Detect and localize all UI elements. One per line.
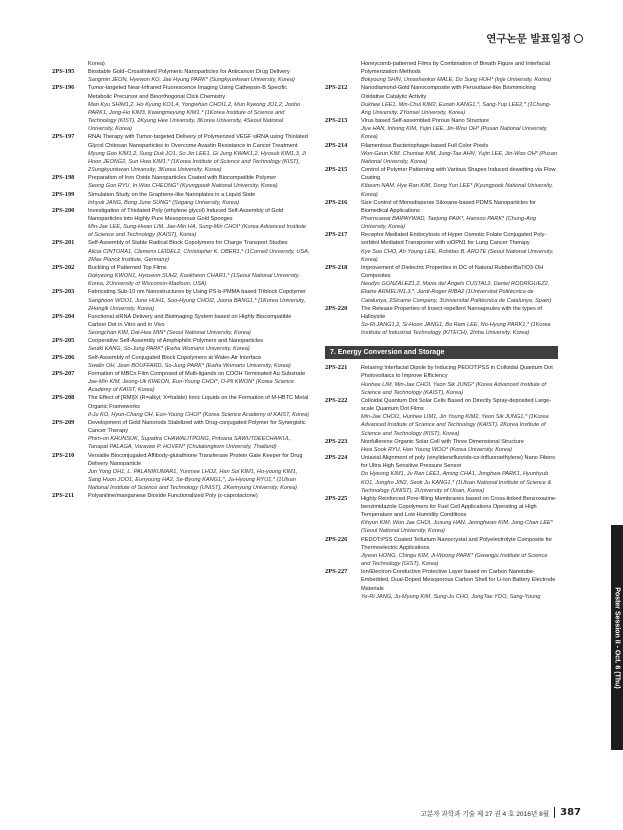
abstract-entry bbox=[52, 174, 310, 190]
entry-authors: So-Ri JANG1,2, Si-Hoon JANG1, Bo Ram LEE, No-Hyung PARK1,* (1Korea Institute of Industrial Technology (KITECH), 2Inha University, Korea) bbox=[361, 322, 551, 337]
footer-divider bbox=[554, 807, 555, 818]
header-title: 연구논문 발표일정 bbox=[486, 33, 571, 45]
abstract-entry bbox=[325, 364, 558, 397]
entry-authors: Dukhee LEE1, Min-Chul KIM2, Eunah KANG1,*, Sang-Yup LEE2,* (1Chung-Ang University, 2Yonsei University, Korea) bbox=[361, 101, 551, 116]
entry-code: 2PS-223 bbox=[325, 437, 348, 445]
abstract-entry bbox=[52, 68, 310, 84]
left-column bbox=[52, 60, 310, 500]
footer-journal: 고분자 과학과 기술 제 27 권 4 호 2016년 8월 bbox=[420, 810, 550, 818]
side-tab bbox=[611, 525, 623, 750]
entry-authors: Myung Goo KIM1,2, Sung Duk JO1, So Jin LEE1, Gi Jung KWAK1,2, Hyosuk KIM1,3, Ji Hoon JEONG2, Sun Hwa KIM1,* (1Korea Institute of Science and Technology (KIST), 2Sungkyunkwan University, 3Korea University, Korea) bbox=[88, 150, 306, 174]
abstract-entry bbox=[325, 199, 558, 232]
section-title: 7. Energy Conversion and Storage bbox=[330, 349, 445, 357]
entry-code: 2PS-212 bbox=[325, 84, 348, 92]
entry-authors: Seongchan KIM, Dal-Hee MIN* (Seoul National University, Korea) bbox=[88, 330, 251, 337]
entry-authors: Swalin OH, Jean BOUFFARD, So-Jung PARK* (Ewha Womans University, Korea) bbox=[88, 362, 291, 369]
entry-code: 2PS-199 bbox=[52, 190, 75, 198]
abstract-entry bbox=[52, 354, 310, 370]
entry-title: Virus based Self-assembled Porous Nano Structure bbox=[361, 118, 489, 125]
entry-code: 2PS-204 bbox=[52, 312, 75, 320]
entry-authors: Kihyun KIM, Won Jae CHOI, Jusung HAN, Jeonghwan KIM, Jong-Chan LEE* (Seoul National University, Korea) bbox=[361, 520, 553, 535]
abstract-entry bbox=[325, 60, 558, 84]
entry-code: 2PS-222 bbox=[325, 396, 348, 404]
entry-code: 2PS-201 bbox=[52, 239, 75, 247]
entry-title: Biostable Gold–Crosslinked Polymeric Nanoparticles for Anticancer Drug Delivery bbox=[88, 69, 290, 76]
abstract-entry bbox=[52, 394, 310, 418]
entry-title: Versatile Bioconjugated Affibody-glutathione Transferase Protein Gate Keeper for Drug Delivery Nanoparticle bbox=[88, 452, 303, 467]
abstract-entry bbox=[325, 536, 558, 569]
entry-code: 2PS-196 bbox=[52, 84, 75, 92]
abstract-entry bbox=[325, 142, 558, 166]
entry-title: Development of Gold Nanorods Stabilized with Drug-conjugated Polymer for Synergistic Cancer Therapy bbox=[88, 419, 306, 435]
abstract-entry bbox=[325, 397, 558, 438]
entry-title: Korea) bbox=[88, 61, 105, 67]
entry-code: 2PS-200 bbox=[52, 206, 75, 214]
entry-title: Nanodiamond-Gold Nanocomposite with Peroxidase-like Biomimicking Oxidative Catalytic Activity bbox=[361, 85, 536, 100]
abstract-entry bbox=[52, 239, 310, 263]
entry-authors: Jiye HAN, Inhong KIM, Yujin LEE, Jin-Woo OH* (Pusan National University, Korea) bbox=[361, 126, 548, 141]
abstract-entry bbox=[52, 60, 310, 68]
abstract-entry bbox=[325, 568, 558, 601]
abstract-entry bbox=[325, 166, 558, 199]
abstract-entry bbox=[325, 454, 558, 495]
entry-title: Fabricating Sub-10 nm Nanostructures by Using PS-b-PMMA based Triblock Copolymer bbox=[88, 289, 306, 296]
entry-code: 2PS-206 bbox=[52, 353, 75, 361]
abstract-entry bbox=[325, 495, 558, 536]
entry-code: 2PS-221 bbox=[325, 364, 348, 372]
entry-authors: Il-Ju KO, Hyun-Chang OH, Eun-Young CHOI* (Korea Science Academy of KAIST, Korea) bbox=[88, 411, 309, 418]
entry-title: Cooperative Self-Assembly of Amphiphilic Polymers and Nanoparticles bbox=[88, 338, 264, 345]
entry-code: 2PS-218 bbox=[325, 263, 348, 271]
abstract-entry bbox=[325, 84, 558, 117]
entry-title: Investigation of Thiolated Poly (ethylene glycol) Induced Self-Assembly of Gold Nanoparticles into Highly Pure Mesoporous Gold Sponges bbox=[88, 207, 284, 222]
abstract-entry bbox=[52, 207, 310, 240]
entry-title: Tumor-targeted Near-Infrared Fluorescence Imaging Using Cathepsin-B Specific Metabolic Precursor and Bioorthogonal Click Chemistry bbox=[88, 85, 288, 100]
entry-code: 2PS-226 bbox=[325, 535, 348, 543]
abstract-entry bbox=[325, 117, 558, 141]
entry-code: 2PS-195 bbox=[52, 68, 75, 76]
entry-title: Formation of MBCn Film Composed of Multi-ligands on COOH Terminated Au Substrate bbox=[88, 370, 306, 377]
page-header bbox=[486, 31, 583, 46]
entry-authors: Won-Geun KIM, Chuntae KIM, Jung-Tae AHN, Yujin LEE, Jin-Woo OH* (Pusan National University, Korea) bbox=[361, 150, 558, 165]
entry-authors: Phornsawat BAIPAYWAD, Taejong PAIK*, Hansoo PARK* (Chung-Ang University, Korea) bbox=[361, 215, 536, 231]
entry-title: RNAi Therapy with Tumor-targeted Delivery of Polymerized VEGF siRNA using Thiolated Glycol Chitosan Nanoparticles to Overcome Avastin Resistance in Cancer Treatment bbox=[88, 134, 308, 149]
entry-code: 2PS-213 bbox=[325, 117, 348, 125]
abstract-entry bbox=[52, 337, 310, 353]
right-column bbox=[325, 60, 558, 601]
page-footer bbox=[420, 807, 581, 818]
entry-authors: Man Kyu SHIM1,2, Ho Kyung KO1,4, Yongwhan CHOI1,2, Mun Kyeong JO1,2, Jooho PARK1, Jong-Ho KIM3, Kwangmeyung KIM1,* (1Korea Institute of Science and Technology (KIST), 2Kyung Hee University, 3Korea University, 4Seoul National University, Korea) bbox=[88, 101, 301, 133]
entry-code: 2PS-202 bbox=[52, 263, 75, 271]
entry-authors: Jiyeon HONG, Chingu KIM, Ji-Woong PARK* (Gwangju Institute of Science and Technology (GIST), Korea) bbox=[361, 552, 548, 568]
entry-code: 2PS-211 bbox=[52, 492, 75, 500]
abstract-entry bbox=[52, 288, 310, 312]
abstract-entry bbox=[325, 231, 558, 264]
entry-title: Buckling of Patterned Top Films bbox=[88, 264, 167, 271]
entry-code: 2PS-225 bbox=[325, 494, 348, 502]
abstract-entry bbox=[52, 370, 310, 394]
entry-code: 2PS-209 bbox=[52, 418, 75, 426]
entry-code: 2PS-215 bbox=[325, 166, 348, 174]
entry-code: 2PS-208 bbox=[52, 394, 75, 402]
circle-bullet-icon bbox=[574, 34, 583, 43]
entry-authors: Min-Jae CHOI1, Hunhee LIM1, Jin Young KIM2, Yeon Sik JUNG1,* (1Korea Advanced Institute of Science and Technology (KAIST), 2Korea Institute of Science and Technology (KIST), Korea) bbox=[361, 414, 549, 437]
right-column-entries-top bbox=[325, 60, 558, 337]
entry-title: Honeycomb-patterned Films by Combination of Breath Figure and Interfacial Polymerization Methods bbox=[361, 61, 551, 76]
entry-code: 2PS-205 bbox=[52, 337, 75, 345]
entry-title: Receptor Mediated Endocytosis of Hyper Osmotic Folate Conjugated Poly-sorbitol Mediated Transporter with siOPN1 for Lung Cancer Therapy bbox=[361, 232, 547, 247]
entry-code: 2PS-214 bbox=[325, 141, 348, 149]
entry-authors: Alicia CINTORA1, Clemens LEIDEL2, Christopher K. OBER1,* (1Cornell University, USA, 2Max Planck Institute, Germany) bbox=[88, 248, 310, 263]
entry-title: Highly Reinforced Pore-filling Membranes based on Cross-linked Benzoxazine-benzimidazole Copolymers for Fuel Cell Applications Operating at High Temperature and Low Humidity Conditions bbox=[361, 495, 557, 519]
entry-title: Preparation of Iron Oxide Nanoparticles Coated with Biocompatible Polymer bbox=[88, 175, 277, 182]
abstract-entry bbox=[52, 191, 310, 207]
entry-code: 2PS-217 bbox=[325, 231, 348, 239]
entry-title: Filamentous Bacteriophage-based Full Color Pixels bbox=[361, 142, 489, 149]
entry-authors: Min-Jae LEE, Sung-Hwan LIM, Jae-Min HA, Sung-Min CHOI* (Korea Advanced Institute of Science and Technology (KAIST), Korea) bbox=[88, 224, 307, 239]
entry-code: 2PS-203 bbox=[52, 288, 75, 296]
entry-authors: Phim-on KHUNSUK, Supattra CHAWALITPONG, Pritsana SAWUTDEECHAIKUL, Tanapat PALAGA, Voravee P. HOVEN* (Chulalongkorn University, Thailand) bbox=[88, 436, 292, 451]
entry-title: Polyaniline/manganese Dioxide Functionalized Poly (ε-caprolactone) bbox=[88, 493, 258, 500]
entry-code: 2PS-216 bbox=[325, 198, 348, 206]
abstract-entry bbox=[52, 492, 310, 500]
entry-authors: Seulki KANG, So-Jung PARK* (Ewha Womans University, Korea) bbox=[88, 346, 250, 353]
entry-authors: Sanghoon WOO1, June HUH1, Soo-Hyung CHOI2, Joona BANG1,* (1Korea University, 2Hongik University, Korea) bbox=[88, 297, 306, 312]
right-column-entries-bottom bbox=[325, 364, 558, 601]
entry-title: PEDOT:PSS Coated Tellurium Nanocrystal and Polyelectrolyte Composite for Thermoelectric Applications bbox=[361, 536, 553, 551]
entry-authors: Hunhee LIM, Min-Jae CHOI, Yeon Sik JUNG* (Korea Advanced Institute of Science and Technology (KAIST), Korea) bbox=[361, 381, 546, 396]
entry-authors: Jae-Min KIM, Jeong-Uk KWEON, Eun-Young CHOI*, O-Pil KWON* (Korea Science Academy of KAIST, Korea) bbox=[88, 379, 295, 394]
entry-authors: Ye-Ri JANG, Ju-Myung KIM, Sung-Ju CHO, JongTae YOO, Sang-Young bbox=[361, 593, 541, 600]
entry-code: 2PS-220 bbox=[325, 304, 348, 312]
entry-code: 2PS-197 bbox=[52, 133, 75, 141]
abstract-entry bbox=[52, 313, 310, 337]
entry-authors: Kibeom NAM, Hye Ran KIM, Dong Yun LEE* (Kyungpook National University, Korea) bbox=[361, 183, 554, 198]
abstract-entry bbox=[52, 264, 310, 288]
entry-title: Simulation Study on the Graphene-like Nanoplates in a Liquid State bbox=[88, 191, 256, 198]
entry-title: Self-Assembly of Stable Radical Block Copolymers for Charge Transport Studies bbox=[88, 240, 288, 247]
entry-code: 2PS-207 bbox=[52, 369, 75, 377]
abstract-entry bbox=[325, 305, 558, 338]
entry-authors: Do Hyeong KIM1, Ju Ran LEE1, Aming CHA1, Jonghwa PARK1, Hyunhyub KO1, Jungho JIN2, Seok Ju KANG1,* (1Ulsan National Institute of Science & Technology (UNIST), 2University of Ulsan, Korea) bbox=[361, 471, 552, 494]
entry-title: Functional siRNA Delivery and Bioimaging System based on Highly Biocompatible Carbon Dot in Vitro and in Vivo bbox=[88, 313, 292, 328]
entry-title: Nonfullerene Organic Solar Cell with Three Dimensional Structure bbox=[361, 438, 524, 445]
entry-title: The Release Properties of Insect-repellent Nanoapsules with the types of Halloysite bbox=[361, 305, 542, 320]
section-header bbox=[325, 346, 558, 359]
entry-authors: Neudys GONZÁLEZ1,2, Maria del Àngels CUSTAL2, Daniel RODRÍGUEZ2, Elaine ARMELIN1,3,*, Jordi-Roger RIBA2 (1Universitat Politècnica de Catalunya, 2Sicame Company, 3Universitat Politècnica de Catalunya, Spain) bbox=[361, 281, 552, 304]
entry-title: Self-Assembly of Conjugated Block Copolymers at Water-Air Interface bbox=[88, 354, 262, 361]
abstract-entry bbox=[52, 133, 310, 174]
entry-authors: Dokyeong KWON1, Hyoseon SUH2, Kookheon CHAR1,* (1Seoul National University, Korea, 2University of Wisconsin-Madison, USA) bbox=[88, 273, 300, 288]
entry-code: 2PS-224 bbox=[325, 454, 348, 462]
side-tab-label: Poster Session II - Oct. 6 (Thu) bbox=[613, 586, 621, 689]
abstract-entry bbox=[52, 419, 310, 452]
entry-title: Relaxing Interfacial Dipole by Inducing PEDOT:PSS in Colloidal Quantum Dot Photovoltaics to Improve Efficiency bbox=[361, 365, 553, 380]
entry-authors: Kye Soo CHO, Ah Young LEE, Rohidas B. AROTE (Seoul National University, Korea) bbox=[361, 248, 554, 263]
abstract-entry bbox=[52, 84, 310, 133]
entry-title: Ion/Electron-Conductive Protective Layer based on Carbon Nanotube-Embedded, Dual-Doped Mesoporous Carbon Shell for Li-Ion Battery Electrode Materials bbox=[361, 569, 556, 592]
entry-authors: Hwa Sook RYU, Han Young WOO* (Korea University, Korea) bbox=[361, 446, 512, 453]
abstract-entry bbox=[325, 264, 558, 305]
entry-authors: Sangmin JEON, Hyewon KO, Jae Hyung PARK* (Sungkyunkwan University, Korea) bbox=[88, 77, 295, 84]
entry-code: 2PS-198 bbox=[52, 174, 75, 182]
entry-title: Control of Polymer Patterning with Various Shapes Induced dewetting via Flow Coating bbox=[361, 167, 556, 182]
entry-authors: Inhyuk JANG, Bong June SUNG* (Sogang University, Korea) bbox=[88, 199, 239, 206]
page-number: 387 bbox=[560, 807, 581, 818]
entry-authors: Seong Gon RYU, In Woo CHEONG* (Kyungpook National University, Korea) bbox=[88, 183, 278, 190]
entry-title: The Effect of [RMI]X (R=alkyl; X=halide) Ionic Liquids on the Formation of M-HBTC Metal Organic Frameworks bbox=[88, 395, 309, 410]
entry-title: Uniaxial Alignment of poly (vinylidenefluoride-co-trifluoroethylene) Nano Fibers for Ultra High Sensitive Pressure Sensor bbox=[361, 455, 556, 470]
entry-code: 2PS-210 bbox=[52, 451, 75, 459]
abstract-entry bbox=[325, 438, 558, 454]
entry-title: Colloidal Quantum Dot Solar Cells Based on Directly Spray-deposited Large-scale Quantum Dot Films bbox=[361, 397, 552, 413]
entry-title: Improvement of Dielectric Properties in DC of Natural Rubber/BaTiO3-OH Composites bbox=[361, 264, 544, 280]
entry-title: Size Control of Monodisperse Siloxane-based PDMS Nanoparticles for Biomedical Applications bbox=[361, 199, 537, 214]
entry-authors: Jun Yong OH1, L. PALANIKUMAR1, Yunmee LHO2, Han Sol KIM1, Ho-young KIM1, Sang Hoon JOO1, Eunyoung HA2, Se-Byung KANG1,*, Ja-Hyoung RYU1,* (1Ulsan National Institute of Science and Technology (UNIST), 2Keimyung University, Korea) bbox=[88, 468, 298, 492]
abstract-entry bbox=[52, 452, 310, 493]
entry-authors: Bokyoung SHIN, Umashankar MALE, Do Sung HUH* (Inje University, Korea) bbox=[361, 77, 552, 84]
entry-code: 2PS-227 bbox=[325, 568, 348, 576]
